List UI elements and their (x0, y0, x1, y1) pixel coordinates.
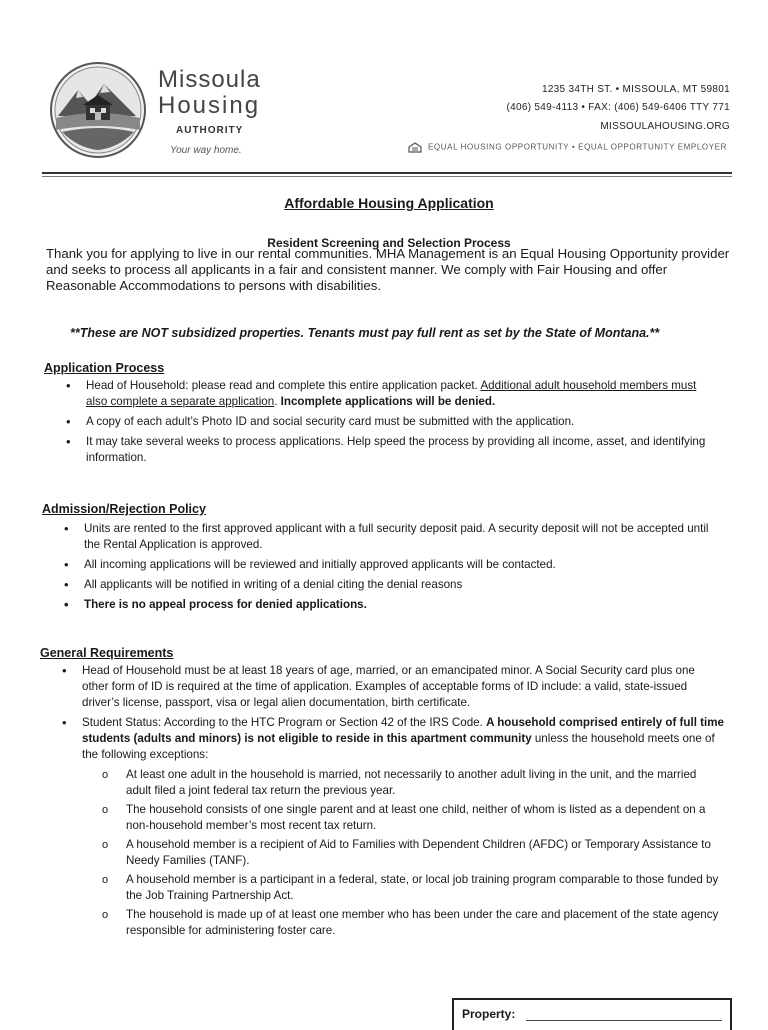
sub-list-item: o A household member is a recipient of Aid to Families with Dependent Children (AFDC) or Temporary Assistance to Needy Families (TANF). (82, 837, 724, 869)
list-item: • Units are rented to the first approved applicant with a full security deposit paid. A security deposit will not be accepted until the Rental Application is approved. (58, 521, 722, 553)
list-item: • It may take several weeks to process applications. Help speed the process by providing all income, asset, and identifying information. (60, 434, 720, 466)
org-website: MISSOULAHOUSING.ORG (600, 121, 730, 132)
list-item: • All applicants will be notified in writing of a denial citing the denial reasons (58, 577, 722, 593)
list-item: • All incoming applications will be reviewed and initially approved applicants will be contacted. (58, 557, 722, 573)
list-item-bold: Incomplete applications will be denied. (280, 395, 496, 408)
brand-tagline: Your way home. (170, 145, 242, 156)
sub-list-item: o A household member is a participant in a federal, state, or local job training program comparable to those funded by the Job Training Partnership Act. (82, 872, 724, 904)
list-item-text: Student Status: According to the HTC Program or Section 42 of the IRS Code. (82, 716, 487, 729)
header-divider-thin (42, 176, 732, 177)
application-process-list (60, 378, 720, 470)
header-divider (42, 172, 732, 174)
list-item-underlined: Additional adult household members must also complete a separate application (86, 379, 697, 408)
list-item-text: . (274, 395, 281, 408)
intro-paragraph: Thank you for applying to live in our rental communities. MHA Management is an Equal Housing Opportunity provider and seeks to process all applicants in a fair and consistent manner. We comply with Fair Housing and offer Reasonable Accommodations to persons with disabilities. (46, 246, 730, 293)
exceptions-list (82, 767, 724, 939)
mountain-house-logo-icon (48, 60, 148, 160)
property-label: Property: (462, 1007, 516, 1021)
general-list (56, 663, 724, 943)
list-item (56, 715, 724, 939)
section-heading-admission: Admission/Rejection Policy (42, 502, 206, 516)
equal-housing-line (408, 142, 727, 153)
section-heading-application-process: Application Process (44, 361, 165, 375)
list-item-bold: A household comprised entirely of full time students (adults and minors) is not eligible to reside in this apartment community (82, 716, 724, 745)
list-item: • A copy of each adult’s Photo ID and social security card must be submitted with the application. (60, 414, 720, 430)
equal-housing-icon (408, 142, 422, 153)
sub-list-item: o The household consists of one single parent and at least one child, neither of whom is listed as a dependent on a non-household member’s most recent tax return. (82, 802, 724, 834)
property-box (452, 998, 732, 1030)
list-item-text: Head of Household: please read and complete this entire application packet. (86, 379, 481, 392)
property-field[interactable] (526, 1020, 722, 1021)
brand-name-line3: AUTHORITY (176, 125, 244, 136)
subsidy-notice: **These are NOT subsidized properties. Tenants must pay full rent as set by the State of Montana.** (70, 326, 660, 340)
mha-logo (48, 60, 148, 160)
equal-housing-text: EQUAL HOUSING OPPORTUNITY • EQUAL OPPORTUNITY EMPLOYER (428, 142, 727, 152)
list-item (60, 378, 720, 410)
document-title: Affordable Housing Application (284, 195, 494, 211)
document-subtitle: Resident Screening and Selection Process (267, 236, 511, 250)
admission-list (58, 521, 722, 617)
list-item: • Head of Household must be at least 18 years of age, married, or an emancipated minor. A Social Security card plus one other form of ID is required at the time of application. Examples of acceptable forms of ID include: a valid, state-issued driver’s license, passport, visa or legal alien documentation, birth certificate. (56, 663, 724, 711)
brand-name-line2: Housing (158, 92, 261, 119)
list-item: • There is no appeal process for denied applications. (58, 597, 722, 613)
org-address: 1235 34TH ST. • MISSOULA, MT 59801 (541, 84, 730, 95)
list-item-text: unless the household meets one of the following exceptions: (82, 732, 715, 761)
section-heading-general: General Requirements (40, 646, 174, 660)
org-phone: (406) 549-4113 • FAX: (406) 549-6406 TTY 771 (506, 102, 730, 113)
brand-name-line1: Missoula (158, 66, 261, 93)
sub-list-item: o The household is made up of at least one member who has been under the care and placement of the state agency responsible for administering foster care. (82, 907, 724, 939)
sub-list-item: o At least one adult in the household is married, not necessarily to another adult living in the unit, and the married adult filed a joint federal tax return the previous year. (82, 767, 724, 799)
